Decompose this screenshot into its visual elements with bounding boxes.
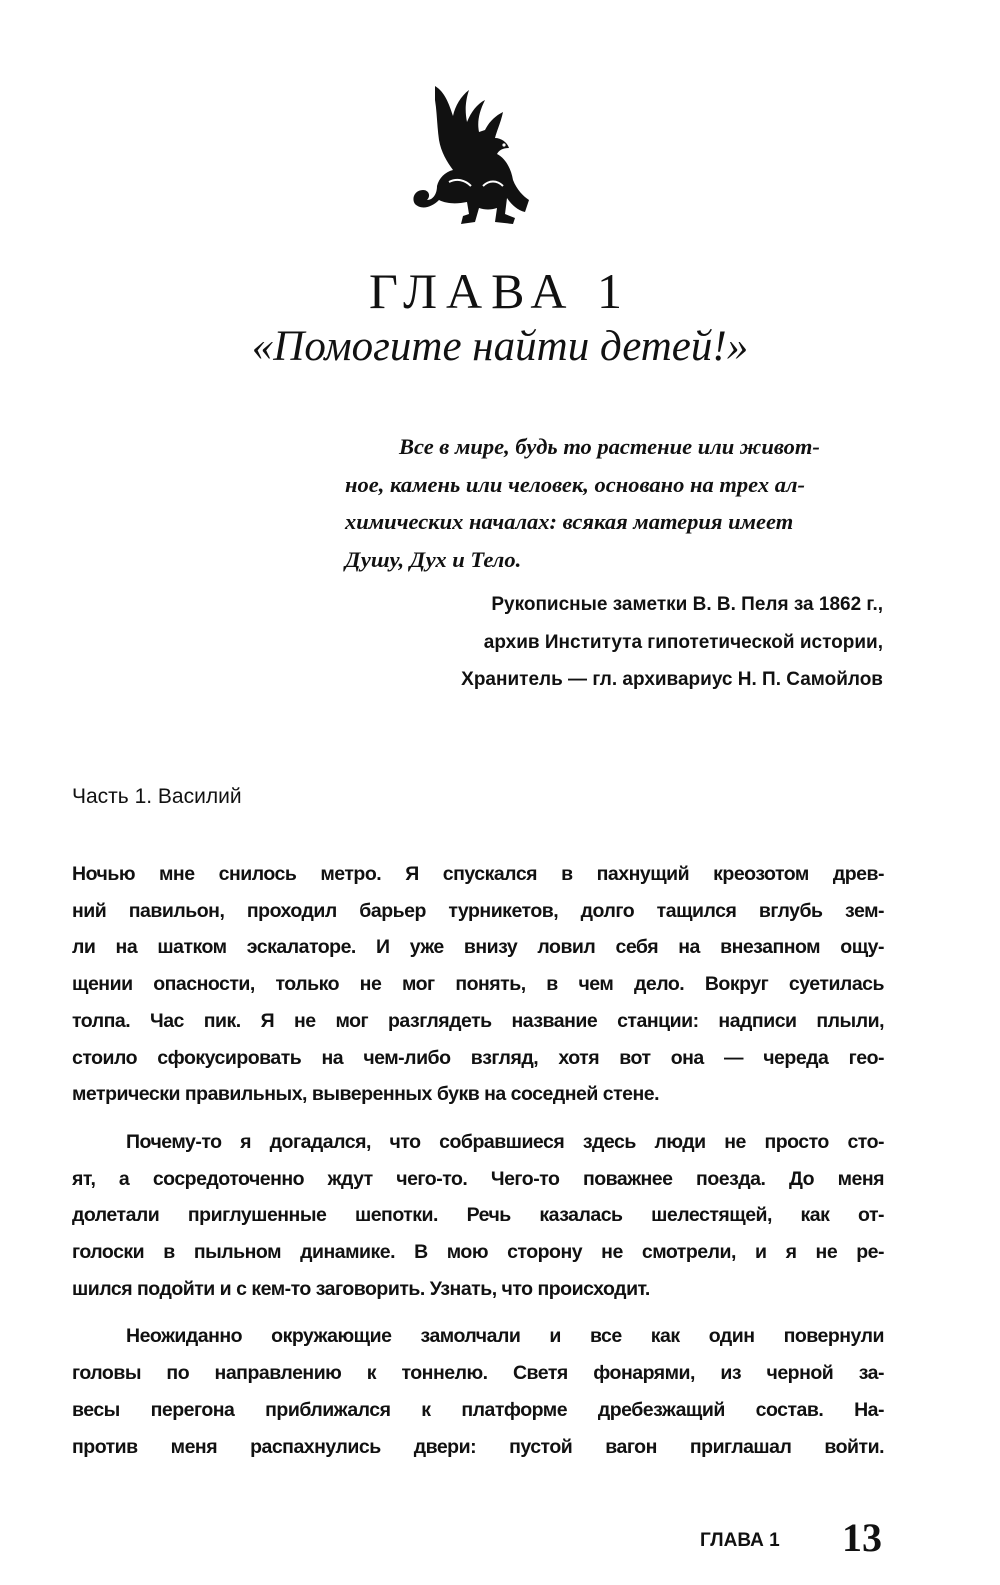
paragraph xyxy=(72,856,884,1113)
attribution-line: Хранитель — гл. архивариус Н. П. Самойлов xyxy=(461,669,883,690)
text-line: долетали приглушенные шепотки. Речь казалась шелестящей, как от- xyxy=(72,1204,884,1227)
text-line: против меня распахнулись двери: пустой вагон приглашал войти. xyxy=(72,1435,884,1458)
epigraph-line: химических началах: всякая материя имеет xyxy=(345,509,794,534)
text-line: толпа. Час пик. Я не мог разглядеть название станции: надписи плыли, xyxy=(72,1009,884,1032)
text-line: шился подойти и с кем-то заговорить. Узнать, что происходит. xyxy=(72,1277,650,1300)
epigraph-attribution xyxy=(363,586,883,699)
paragraph xyxy=(72,1318,884,1465)
body-text xyxy=(72,856,884,1476)
attribution-line: архив Института гипотетической истории, xyxy=(483,631,883,653)
griffin-emblem-icon xyxy=(405,82,535,227)
text-line: ли на шатком эскалаторе. И уже внизу ловил себя на внезапном ощу- xyxy=(72,936,884,959)
running-head: ГЛАВА 1 xyxy=(700,1530,780,1551)
text-line: Почему-то я догадался, что собравшиеся здесь люди не просто сто- xyxy=(126,1130,884,1153)
text-line: стоило сфокусировать на чем-либо взгляд, хотя вот она — череда гео- xyxy=(72,1046,884,1069)
chapter-title: ГЛАВА 1 xyxy=(369,263,631,319)
part-heading: Часть 1. Василий xyxy=(72,785,242,808)
text-line: Ночью мне снилось метро. Я спускался в пахнущий креозотом древ- xyxy=(72,863,884,885)
epigraph-line: Душу, Дух и Тело. xyxy=(345,546,522,572)
attribution-line: Рукописные заметки В. В. Пеля за 1862 г., xyxy=(491,594,883,615)
text-line: ят, а сосредоточенно ждут чего-то. Чего-то поважнее поезда. До меня xyxy=(72,1167,884,1190)
epigraph xyxy=(345,428,885,578)
page-number: 13 xyxy=(842,1515,882,1560)
chapter-subtitle: «Помогите найти детей!» xyxy=(251,323,749,370)
text-line: метрически правильных, выверенных букв на соседней стене. xyxy=(72,1083,660,1106)
text-line: головы по направлению к тоннелю. Светя фонарями, из черной за- xyxy=(72,1362,884,1385)
text-line: щении опасности, только не мог понять, в чем дело. Вокруг суетилась xyxy=(72,973,884,996)
text-line: ний павильон, проходил барьер турникетов, долго тащился вглубь зем- xyxy=(72,899,884,922)
epigraph-line: ное, камень или человек, основано на трех ал- xyxy=(345,471,805,497)
text-line: весы перегона приближался к платформе дребезжащий состав. На- xyxy=(72,1398,884,1421)
epigraph-line: Все в мире, будь то растение или живот- xyxy=(399,434,820,459)
text-line: голоски в пыльном динамике. В мою сторону не смотрели, и я не ре- xyxy=(72,1241,884,1264)
paragraph xyxy=(72,1124,884,1308)
text-line: Неожиданно окружающие замолчали и все как один повернули xyxy=(126,1325,884,1348)
